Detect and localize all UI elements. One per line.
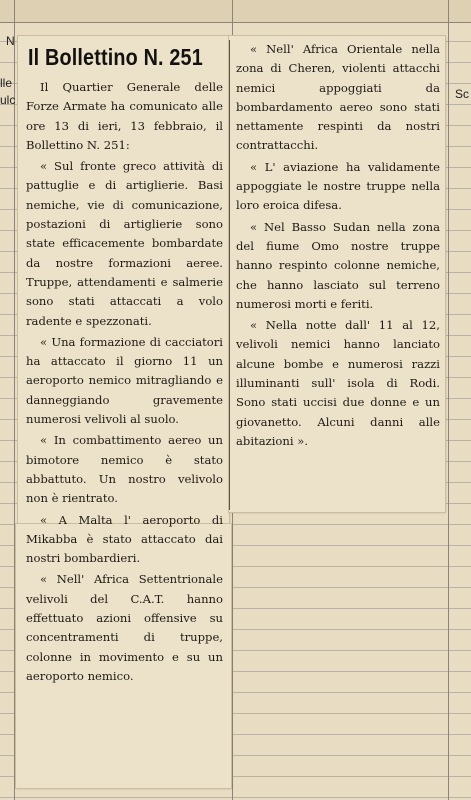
ledger-top-band	[0, 0, 471, 23]
edge-fragment: Sc	[455, 87, 470, 101]
article-intro: Il Quartier Generale delle Forze Armate ha comunicato alle ore 13 di ieri, 13 febbraio, il Bollettino N. 251:	[26, 80, 223, 152]
article-paragraph: « A Malta l' aeroporto di Mikabba è stato attaccato dai nostri bombardieri.	[26, 512, 223, 566]
article-paragraph: « Nell' Africa Orientale nella zona di Cheren, violenti attacchi nemici appoggiati da bombardamento aereo sono stati nettamente respinti da nostri contrattacchi.	[236, 42, 440, 153]
article-paragraph: « Sul fronte greco attività di pattuglie e di artiglierie. Basi nemiche, vie di comunicazione, postazioni di artiglierie sono state efficacemente bombardate da nostre formazioni aeree. Truppe, attendamenti e salmerie sono stati attaccati a volo radente e spezzonati.	[26, 159, 223, 328]
ledger-margin-line	[14, 0, 15, 800]
edge-fragment: lle	[0, 76, 13, 90]
article-right-column	[236, 40, 440, 451]
ledger-column-line	[448, 0, 449, 800]
article-paragraph: « Nel Basso Sudan nella zona del fiume Omo nostre truppe hanno respinto colonne nemiche, che hanno lasciato sul terreno numerosi morti e feriti.	[236, 219, 440, 311]
column-divider	[229, 40, 230, 510]
article-paragraph: « Nell' Africa Settentrionale velivoli del C.A.T. hanno effettuato azioni offensive su concentramenti di truppe, colonne in movimento e su un aeroporto nemico.	[26, 572, 223, 683]
article-paragraph: « Nella notte dall' 11 al 12, velivoli nemici hanno lanciato alcune bombe e numerosi razzi illuminanti sull' isola di Rodi. Sono stati uccisi due donne e un giovanetto. Alcuni danni alle abitazioni ».	[236, 318, 440, 448]
article-left-column	[26, 42, 223, 686]
article-headline: Il Bollettino N. 251	[28, 44, 203, 70]
edge-fragment: N	[6, 34, 15, 48]
article-paragraph: « Una formazione di cacciatori ha attaccato il giorno 11 un aeroporto nemico mitragliando e danneggiando gravemente numerosi velivoli al suolo.	[26, 334, 223, 427]
article-paragraph: « In combattimento aereo un bimotore nemico è stato abbattuto. Un nostro velivolo non è rientrato.	[26, 433, 223, 506]
edge-fragment: ulc	[0, 93, 16, 107]
article-paragraph: « L' aviazione ha validamente appoggiate le nostre truppe nella loro eroica difesa.	[236, 159, 440, 213]
